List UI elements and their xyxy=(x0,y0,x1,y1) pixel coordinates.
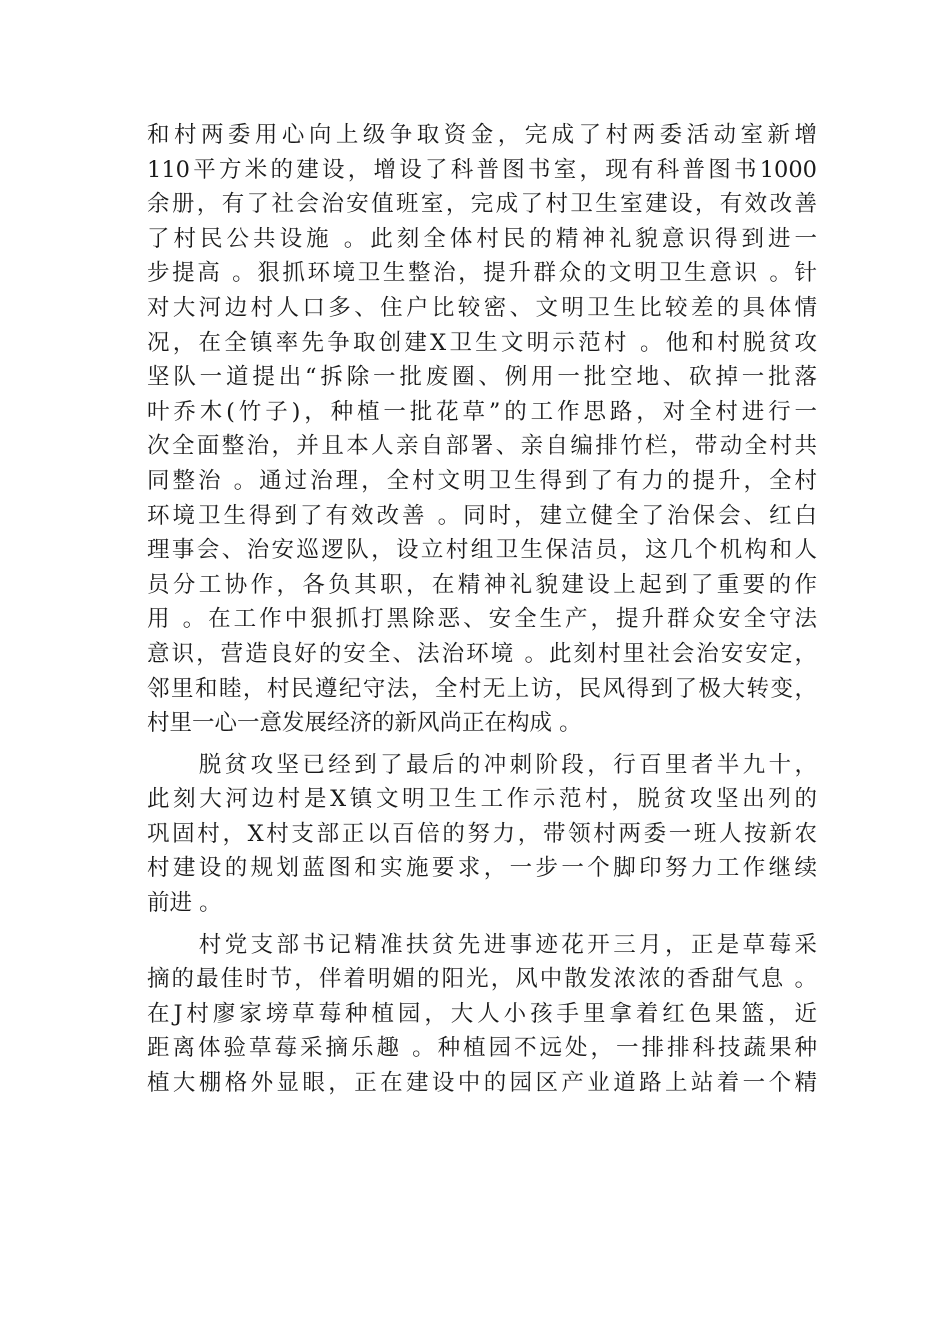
text-line: 用 。在工作中狠抓打黑除恶、安全生产，提升群众安全守法 xyxy=(147,606,817,633)
text-line: 坚队一道提出“拆除一批废圈、例用一批空地、砍掉一批落 xyxy=(147,364,817,391)
text-line: 植大棚格外显眼，正在建设中的园区产业道路上站着一个精 xyxy=(147,1070,817,1097)
text-line: 余册，有了社会治安值班室，完成了村卫生室建设，有效改善 xyxy=(147,191,817,218)
text-line: 次全面整治，并且本人亲自部署、亲自编排竹栏，带动全村共 xyxy=(147,433,817,460)
document-body xyxy=(147,118,817,1101)
text-line: 对大河边村人口多、住户比较密、文明卫生比较差的具体情 xyxy=(147,294,817,321)
text-line: 此刻大河边村是X镇文明卫生工作示范村，脱贫攻坚出列的 xyxy=(147,786,817,813)
paragraph-2 xyxy=(147,748,817,921)
text-line: 叶乔木(竹子)，种植一批花草”的工作思路，对全村进行一 xyxy=(147,398,817,425)
text-line: 脱贫攻坚已经到了最后的冲刺阶段，行百里者半九十， xyxy=(147,751,817,778)
text-line: 员分工协作，各负其职，在精神礼貌建设上起到了重要的作 xyxy=(147,571,817,598)
paragraph-3 xyxy=(147,928,817,1101)
text-line: 村里一心一意发展经济的新风尚正在构成 。 xyxy=(147,710,582,737)
text-line: 环境卫生得到了有效改善 。同时，建立健全了治保会、红白 xyxy=(147,502,817,529)
text-line: 距离体验草莓采摘乐趣 。种植园不远处，一排排科技蔬果种 xyxy=(147,1035,817,1062)
text-line: 前进 。 xyxy=(147,890,222,917)
text-line: 村党支部书记精准扶贫先进事迹花开三月，正是草莓采 xyxy=(147,931,817,958)
text-line: 况，在全镇率先争取创建X卫生文明示范村 。他和村脱贫攻 xyxy=(147,329,817,356)
text-line: 步提高 。狠抓环境卫生整治，提升群众的文明卫生意识 。针 xyxy=(147,260,817,287)
paragraph-spacer xyxy=(147,741,817,748)
text-line: 110平方米的建设，增设了科普图书室，现有科普图书1000 xyxy=(147,156,817,183)
text-line: 和村两委用心向上级争取资金，完成了村两委活动室新增 xyxy=(147,122,817,148)
text-line: 邻里和睦，村民遵纪守法，全村无上访，民风得到了极大转变， xyxy=(147,675,817,702)
text-line: 了村民公共设施 。此刻全体村民的精神礼貌意识得到进一 xyxy=(147,225,817,252)
text-line: 摘的最佳时节，伴着明媚的阳光，风中散发浓浓的香甜气息 。 xyxy=(147,966,817,993)
text-line: 意识，营造良好的安全、法治环境 。此刻村里社会治安安定， xyxy=(147,640,817,667)
paragraph-spacer xyxy=(147,921,817,928)
text-line: 巩固村，X村支部正以百倍的努力，带领村两委一班人按新农 xyxy=(147,820,817,847)
text-line: 同整治 。通过治理，全村文明卫生得到了有力的提升，全村 xyxy=(147,467,817,494)
text-line: 村建设的规划蓝图和实施要求，一步一个脚印努力工作继续 xyxy=(147,855,817,882)
paragraph-1 xyxy=(147,118,817,741)
text-line: 理事会、治安巡逻队，设立村组卫生保洁员，这几个机构和人 xyxy=(147,537,817,564)
text-line: 在J村廖家塝草莓种植园，大人小孩手里拿着红色果篮，近 xyxy=(147,1000,817,1027)
